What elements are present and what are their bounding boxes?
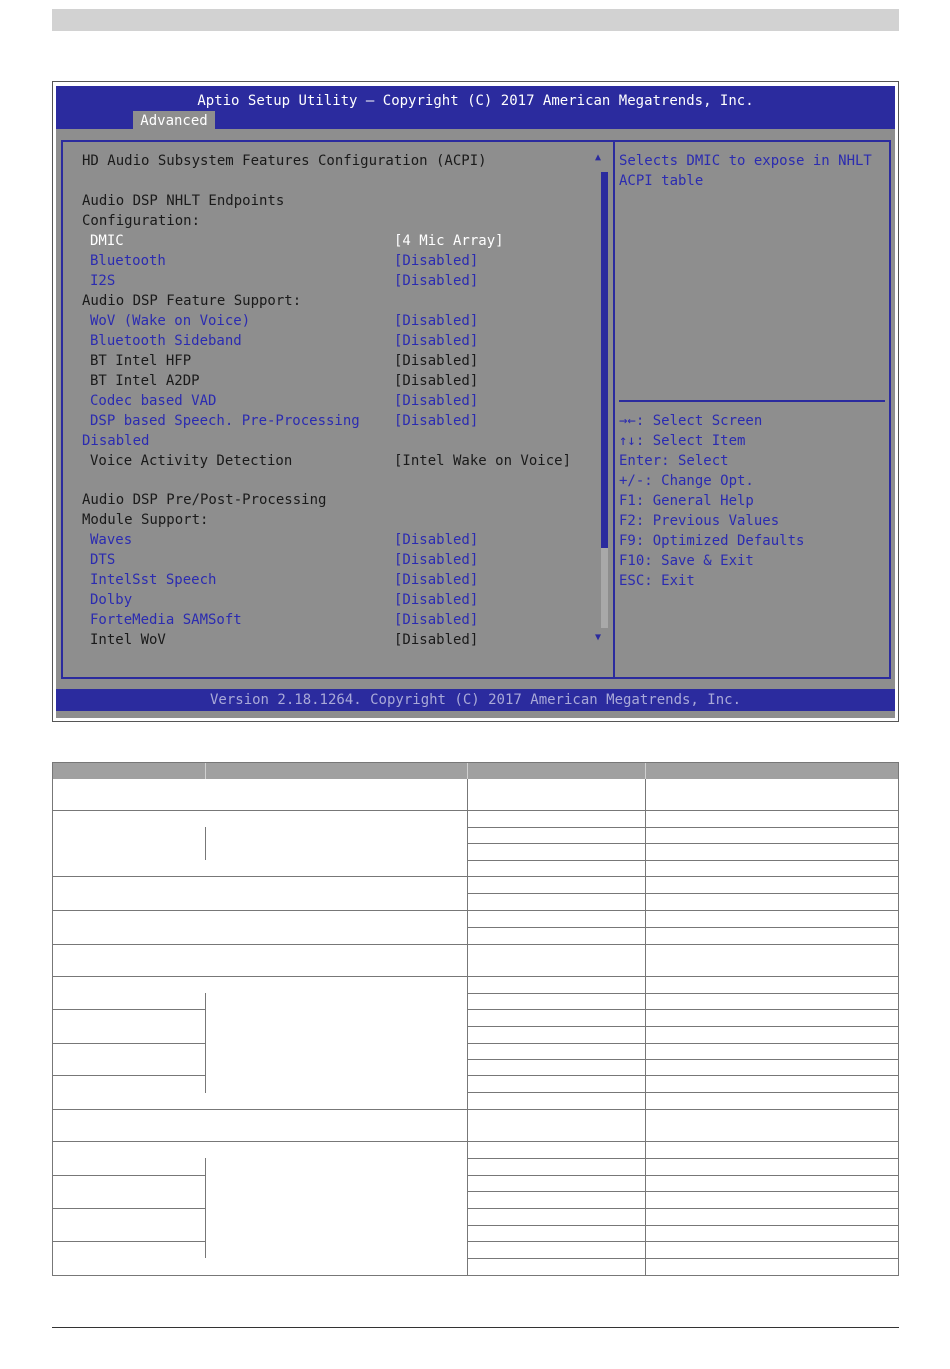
table-row-line: [53, 1141, 898, 1142]
key-hint-save-exit: F10: Save & Exit: [619, 553, 754, 569]
footer-version: Version 2.18.1264. Copyright (C) 2017 American Megatrends, Inc.: [209, 692, 741, 708]
table-row-line: [467, 927, 898, 928]
option-bt-a2dp-label: BT Intel A2DP: [90, 373, 200, 389]
help-text-line-1: Selects DMIC to expose in NHLT: [619, 153, 872, 169]
table-row-line: [467, 1191, 898, 1192]
table-row-line: [53, 1009, 205, 1010]
table-row-line: [53, 1043, 205, 1044]
table-row-line: [467, 1075, 898, 1076]
table-row-line: [53, 1175, 205, 1176]
option-wov-label[interactable]: WoV (Wake on Voice): [90, 313, 251, 329]
help-panel: [613, 140, 891, 679]
page-footer-rule: [52, 1327, 899, 1328]
table-row-line: [467, 1175, 898, 1176]
section-heading: HD Audio Subsystem Features Configuration (ACPI): [82, 153, 487, 169]
key-hint-select-item: ↑↓: Select Item: [619, 433, 746, 449]
option-waves-label[interactable]: Waves: [90, 532, 133, 548]
option-intel-wov-value: [Disabled]: [394, 632, 479, 648]
option-dolby-value[interactable]: [Disabled]: [394, 592, 479, 608]
tab-advanced[interactable]: Advanced: [133, 111, 215, 131]
bios-screen: [56, 86, 895, 718]
table-row-line: [467, 1026, 898, 1027]
table-row-line: [467, 827, 898, 828]
prepost-label: Audio DSP Pre/Post-Processing: [82, 492, 327, 508]
scroll-down-icon[interactable]: ▼: [595, 632, 602, 643]
column-divider: [645, 779, 646, 1275]
option-codec-vad-label[interactable]: Codec based VAD: [90, 393, 217, 409]
table-row-line: [53, 976, 898, 977]
option-intel-wov-label: Intel WoV: [90, 632, 166, 648]
nhlt-label: Audio DSP NHLT Endpoints: [82, 193, 285, 209]
table-row-line: [467, 843, 898, 844]
column-divider: [205, 1158, 206, 1258]
table-row-line: [53, 1208, 205, 1209]
table-row-line: [53, 910, 898, 911]
option-i2s-label[interactable]: I2S: [90, 273, 116, 289]
document-header-bar: [52, 9, 899, 31]
key-hint-change-opt: +/-: Change Opt.: [619, 473, 754, 489]
key-hint-enter: Enter: Select: [619, 453, 729, 469]
option-dsp-speech-value[interactable]: [Disabled]: [394, 413, 479, 429]
key-hint-select-screen: →←: Select Screen: [619, 413, 763, 429]
option-bt-sideband-value[interactable]: [Disabled]: [394, 333, 479, 349]
column-divider: [467, 779, 468, 1275]
header-divider: [645, 763, 646, 779]
option-bt-a2dp-value: [Disabled]: [394, 373, 479, 389]
option-bt-hfp-label: BT Intel HFP: [90, 353, 192, 369]
option-fortemedia-label[interactable]: ForteMedia SAMSoft: [90, 612, 242, 628]
help-divider: [619, 400, 885, 402]
option-dts-value[interactable]: [Disabled]: [394, 552, 479, 568]
table-row-line: [53, 1241, 205, 1242]
option-intelsst-label[interactable]: IntelSst Speech: [90, 572, 217, 588]
option-intelsst-value[interactable]: [Disabled]: [394, 572, 479, 588]
option-bt-sideband-label[interactable]: Bluetooth Sideband: [90, 333, 242, 349]
table-row-line: [467, 1258, 898, 1259]
table-row-line: [467, 1043, 898, 1044]
table-row-line: [53, 1075, 205, 1076]
option-wov-value[interactable]: [Disabled]: [394, 313, 479, 329]
option-bluetooth-label[interactable]: Bluetooth: [90, 253, 166, 269]
table-row-line: [467, 1225, 898, 1226]
key-hint-optimized-defaults: F9: Optimized Defaults: [619, 533, 805, 549]
option-dsp-speech-wrap[interactable]: Disabled: [82, 433, 150, 449]
option-bt-hfp-value: [Disabled]: [394, 353, 479, 369]
option-dsp-speech-label[interactable]: DSP based Speech. Pre-Processing: [90, 413, 360, 429]
help-text-line-2: ACPI table: [619, 173, 704, 189]
table-row-line: [467, 1059, 898, 1060]
table-row-line: [467, 1208, 898, 1209]
option-i2s-value[interactable]: [Disabled]: [394, 273, 479, 289]
table-row-line: [467, 893, 898, 894]
settings-table: [52, 762, 899, 1276]
key-hint-previous-values: F2: Previous Values: [619, 513, 780, 529]
header-divider: [467, 763, 468, 779]
bios-header: [56, 86, 895, 129]
nhlt-label-cont: Configuration:: [82, 213, 201, 229]
table-row-line: [467, 993, 898, 994]
bios-title: Aptio Setup Utility – Copyright (C) 2017 American Megatrends, Inc.: [197, 93, 754, 109]
column-divider: [205, 827, 206, 860]
scrollbar-thumb[interactable]: [601, 172, 608, 548]
option-vad-value: [Intel Wake on Voice]: [394, 453, 572, 469]
option-dmic-label[interactable]: DMIC: [90, 233, 124, 249]
bios-footer: [56, 689, 895, 711]
column-divider: [205, 993, 206, 1093]
option-vad-label: Voice Activity Detection: [90, 453, 293, 469]
scroll-up-icon[interactable]: ▲: [595, 152, 602, 163]
option-bluetooth-value[interactable]: [Disabled]: [394, 253, 479, 269]
prepost-label-cont: Module Support:: [82, 512, 209, 528]
option-dolby-label[interactable]: Dolby: [90, 592, 133, 608]
table-row-line: [53, 876, 898, 877]
key-hint-exit: ESC: Exit: [619, 573, 695, 589]
key-hint-general-help: F1: General Help: [619, 493, 754, 509]
option-fortemedia-value[interactable]: [Disabled]: [394, 612, 479, 628]
feature-label: Audio DSP Feature Support:: [82, 293, 302, 309]
table-row-line: [467, 860, 898, 861]
table-row-line: [467, 1158, 898, 1159]
option-codec-vad-value[interactable]: [Disabled]: [394, 393, 479, 409]
table-row-line: [53, 810, 898, 811]
table-row-line: [53, 1109, 898, 1110]
table-header: [53, 763, 898, 779]
table-row-line: [53, 944, 898, 945]
option-dmic-value[interactable]: [4 Mic Array]: [394, 233, 504, 249]
header-divider: [205, 763, 206, 779]
table-row-line: [467, 1092, 898, 1093]
table-row-line: [467, 1241, 898, 1242]
option-waves-value[interactable]: [Disabled]: [394, 532, 479, 548]
table-row-line: [467, 1009, 898, 1010]
option-dts-label[interactable]: DTS: [90, 552, 116, 568]
